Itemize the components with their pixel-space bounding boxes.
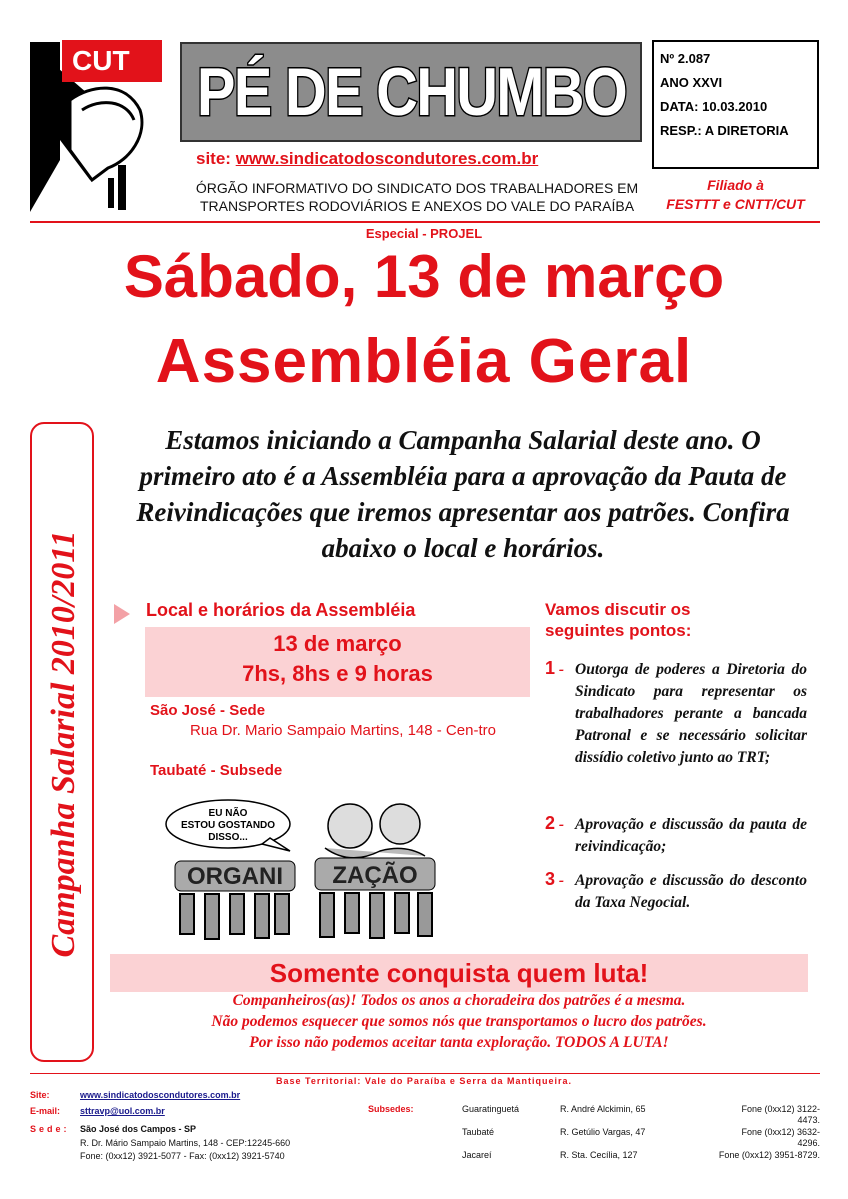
point-item	[545, 658, 807, 769]
point-number: 3	[545, 869, 556, 889]
point-item	[545, 869, 807, 914]
slogan: Somente conquista quem luta!	[110, 954, 808, 992]
arrow-right-icon	[114, 604, 130, 624]
cartoon-speech-2: ESTOU GOSTANDO	[180, 820, 276, 831]
organization-cartoon	[150, 796, 450, 946]
subsede-address: R. André Alckimin, 65	[560, 1104, 646, 1114]
issue-info-box	[652, 40, 819, 169]
points-title	[545, 599, 691, 641]
subsede-phone: Fone (0xx12) 3632-	[741, 1127, 820, 1137]
points-title-line-2: seguintes pontos:	[545, 621, 692, 640]
footer-divider	[30, 1073, 820, 1074]
subsede-city: Guaratinguetá	[462, 1104, 520, 1114]
org-description	[172, 179, 662, 215]
subsede-address: R. Getúlio Vargas, 47	[560, 1127, 646, 1137]
site-line	[196, 149, 538, 169]
closing-line-2: Não podemos esquecer que somos nós que transportamos o lucro dos patrões.	[211, 1013, 707, 1030]
campaign-sidebar-text: Campanha Salarial 2010/2011	[45, 530, 82, 958]
subsede-phone: Fone (0xx12) 3951-8729.	[718, 1150, 820, 1160]
point-dash: -	[558, 816, 565, 833]
point-dash: -	[558, 872, 565, 889]
local-title: Local e horários da Assembléia	[146, 600, 416, 620]
footer-email-label: E-mail:	[30, 1106, 61, 1116]
schedule-date: 13 de março	[273, 631, 402, 656]
cartoon-word-1: ORGANI	[187, 863, 283, 890]
points-title-line-1: Vamos discutir os	[545, 600, 691, 619]
org-line-2: TRANSPORTES RODOVIÁRIOS E ANEXOS DO VALE DO PARAÍBA	[199, 198, 635, 214]
point-item	[545, 813, 807, 858]
cartoon-speech-3: DISSO...	[208, 832, 248, 843]
masthead-title: PÉ DE CHUMBO	[196, 54, 626, 130]
subsede-phone-cont: 4473.	[797, 1115, 820, 1125]
affiliation-line-1: Filiado à	[707, 177, 764, 193]
point-text: Outorga de poderes a Diretoria do Sindicato para representar os trabalhadores perante a bancada Patronal e se necessário solicitar dissídio coletivo junto ao TRT;	[575, 661, 807, 766]
cartoon-word-2: ZAÇÃO	[332, 862, 418, 889]
issue-resp: RESP.: A DIRETORIA	[660, 123, 789, 138]
edition-tag: Especial - PROJEL	[365, 226, 483, 241]
subsede-city: Taubaté	[462, 1127, 495, 1137]
location-1-label: São José - Sede	[150, 702, 266, 719]
point-number: 1	[545, 658, 556, 678]
base-territorial: Base Territorial: Vale do Paraíba e Serra da Mantiqueira.	[276, 1076, 572, 1086]
location-1-address: Rua Dr. Mario Sampaio Martins, 148 - Cen-tro	[190, 722, 496, 739]
point-text: Aprovação e discussão do desconto da Taxa Negocial.	[575, 872, 807, 911]
intro-paragraph: Estamos iniciando a Campanha Salarial deste ano. O primeiro ato é a Assembléia para a aprovação da Pauta de Reivindicações que iremos apresentar aos patrões. Confira abaixo o local e horários.	[136, 425, 790, 563]
issue-date: DATA: 10.03.2010	[660, 99, 768, 114]
subsede-city: Jacareí	[462, 1150, 492, 1160]
footer-sede-name: São José dos Campos - SP	[80, 1124, 197, 1134]
footer-sede-address: R. Dr. Mário Sampaio Martins, 148 - CEP:12245-660	[80, 1138, 291, 1148]
header-divider	[30, 221, 820, 223]
affiliation-line-2: FESTTT e CNTT/CUT	[666, 196, 805, 212]
closing-line-1: Companheiros(as)! Todos os anos a choradeira dos patrões é a mesma.	[232, 992, 686, 1009]
cut-logo	[30, 40, 162, 212]
issue-number: Nº 2.087	[660, 51, 711, 66]
headline-date: Sábado, 13 de março	[123, 243, 725, 310]
affiliation	[652, 176, 819, 214]
footer-sede-phone: Fone: (0xx12) 3921-5077 - Fax: (0xx12) 3921-5740	[80, 1151, 285, 1161]
site-prefix: site:	[196, 149, 236, 168]
footer-email-link[interactable]: sttravp@uol.com.br	[80, 1106, 165, 1116]
schedule-box	[145, 627, 530, 697]
footer-site-label: Site:	[30, 1090, 50, 1100]
closing-line-3: Por isso não podemos aceitar tanta exploração. TODOS A LUTA!	[249, 1034, 669, 1051]
org-line-1: ÓRGÃO INFORMATIVO DO SINDICATO DOS TRABALHADORES EM	[195, 180, 639, 196]
subsede-phone: Fone (0xx12) 3122-	[741, 1104, 820, 1114]
footer-subsedes-label: Subsedes:	[368, 1104, 414, 1114]
footer-sede-label: Sede:	[30, 1124, 70, 1134]
footer-site-link[interactable]: www.sindicatodoscondutores.com.br	[80, 1090, 241, 1100]
headline-event: Assembléia Geral	[155, 327, 693, 396]
schedule-times: 7hs, 8hs e 9 horas	[242, 661, 433, 686]
subsede-address: R. Sta. Cecília, 127	[560, 1150, 638, 1160]
closing-message	[110, 990, 808, 1053]
location-2-label: Taubaté - Subsede	[150, 762, 283, 779]
subsede-phone-cont: 4296.	[797, 1138, 820, 1148]
site-link[interactable]: www.sindicatodoscondutores.com.br	[235, 149, 539, 168]
cut-logo-text: CUT	[62, 40, 162, 82]
point-number: 2	[545, 813, 556, 833]
point-dash: -	[558, 661, 565, 678]
cartoon-illustration	[150, 796, 450, 946]
issue-year: ANO XXVI	[660, 75, 723, 90]
point-text: Aprovação e discussão da pauta de reivindicação;	[575, 816, 807, 855]
masthead	[180, 42, 642, 142]
campaign-sidebar	[30, 422, 94, 1062]
cartoon-speech-1: EU NÃO	[208, 808, 248, 819]
